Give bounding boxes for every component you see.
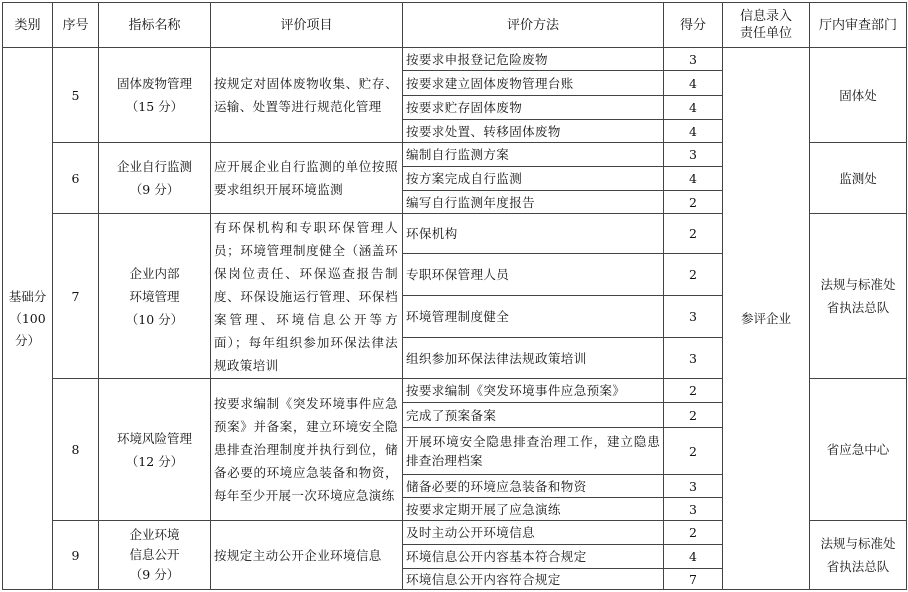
- group-item: 按规定对固体废物收集、贮存、运输、处置等进行规范化管理: [214, 76, 398, 114]
- group-indicator-name: 企业环境 信息公开 （9 分）: [129, 527, 180, 582]
- method-row: 开展环境安全隐患排查治理工作，建立隐患排查治理档案: [406, 434, 660, 468]
- group-indicator-name: 企业内部 环境管理 （10 分）: [125, 265, 184, 327]
- method-row: 环境信息公开内容基本符合规定: [406, 549, 587, 564]
- score-cell: 2: [689, 525, 697, 540]
- group-seq: 8: [71, 442, 80, 457]
- score-cell: 3: [689, 309, 697, 324]
- method-row: 编写自行监测年度报告: [406, 194, 536, 210]
- method-row: 按要求处置、转移固体废物: [406, 123, 561, 139]
- score-cell: 2: [689, 443, 697, 459]
- score-cell: 3: [689, 478, 697, 494]
- score-cell: 2: [689, 383, 697, 398]
- group-item: 按规定主动公开企业环境信息: [214, 547, 382, 563]
- header-dept: 厅内审查部门: [818, 17, 897, 33]
- group-item: 应开展企业自行监测的单位按照要求组织开展环境监测: [214, 159, 398, 197]
- method-row: 专职环保管理人员: [406, 267, 510, 282]
- table-border-right: [906, 2, 907, 590]
- method-row: 组织参加环保法律法规政策培训: [406, 350, 587, 366]
- score-cell: 3: [689, 51, 697, 67]
- header-category: 类别: [14, 17, 41, 33]
- method-row: 按要求编制《突发环境事件应急预案》: [406, 383, 626, 398]
- header-item: 评价项目: [280, 17, 333, 33]
- method-row: 环保机构: [406, 226, 458, 241]
- method-row: 按要求定期开展了应急演练: [406, 501, 561, 517]
- method-row: 及时主动公开环境信息: [406, 525, 536, 540]
- group-dept: 省应急中心: [826, 442, 890, 457]
- group-dept: 固体处: [839, 87, 877, 103]
- method-row: 储备必要的环境应急装备和物资: [406, 478, 587, 494]
- header-method: 评价方法: [506, 17, 559, 33]
- score-cell: 3: [689, 501, 697, 517]
- score-cell: 3: [689, 147, 697, 162]
- group-item: 有环保机构和专职环保管理人员；环境管理制度健全（涵盖环保岗位责任、环保巡查报告制度、环保设施运行管理、环保档案管理、环境信息公开等方面）；每年组织参加环保法律法规政策培训: [214, 219, 398, 373]
- group-item: 按要求编制《突发环境事件应急预案》并备案，建立环境安全隐患排查治理制度并执行到位，储备必要的环境应急装备和物资，每年至少开展一次环境应急演练: [214, 396, 398, 503]
- group-indicator-name: 固体废物管理 （15 分）: [116, 76, 192, 114]
- header-entry-unit: 信息录入 责任单位: [739, 9, 792, 41]
- entry-unit-cell: 参评企业: [740, 311, 791, 326]
- group-dept: 法规与标准处 省执法总队: [820, 277, 896, 315]
- method-row: 环境管理制度健全: [406, 309, 510, 324]
- group-dept: 法规与标准处 省执法总队: [820, 536, 896, 574]
- group-seq: 6: [71, 170, 80, 186]
- method-row: 环境信息公开内容符合规定: [406, 571, 561, 587]
- group-seq: 5: [71, 87, 80, 103]
- score-cell: 4: [689, 123, 697, 139]
- score-cell: 4: [689, 100, 697, 115]
- method-row: 编制自行监测方案: [406, 147, 510, 162]
- group-indicator-name: 环境风险管理 （12 分）: [116, 430, 192, 469]
- method-row: 按要求建立固体废物管理台账: [406, 75, 574, 91]
- score-cell: 2: [689, 226, 697, 241]
- category-cell: 基础分 （100分）: [8, 288, 47, 348]
- group-seq: 9: [71, 547, 80, 563]
- score-cell: 2: [689, 267, 697, 282]
- group-seq: 7: [71, 288, 80, 304]
- group-dept: 监测处: [839, 170, 877, 186]
- score-cell: 4: [689, 171, 697, 186]
- method-row: 按要求申报登记危险废物: [406, 51, 548, 67]
- score-cell: 4: [689, 75, 697, 91]
- header-indicator: 指标名称: [128, 17, 181, 33]
- header-score: 得分: [679, 17, 706, 33]
- score-cell: 3: [689, 350, 697, 366]
- header-seq: 序号: [62, 17, 89, 33]
- score-cell: 2: [689, 407, 697, 423]
- score-cell: 7: [689, 571, 697, 587]
- method-row: 按要求贮存固体废物: [406, 100, 523, 115]
- method-row: 完成了预案备案: [406, 407, 497, 423]
- score-cell: 2: [689, 194, 697, 210]
- score-cell: 4: [689, 549, 697, 564]
- method-row: 按方案完成自行监测: [406, 171, 523, 186]
- group-indicator-name: 企业自行监测 （9 分）: [116, 159, 192, 197]
